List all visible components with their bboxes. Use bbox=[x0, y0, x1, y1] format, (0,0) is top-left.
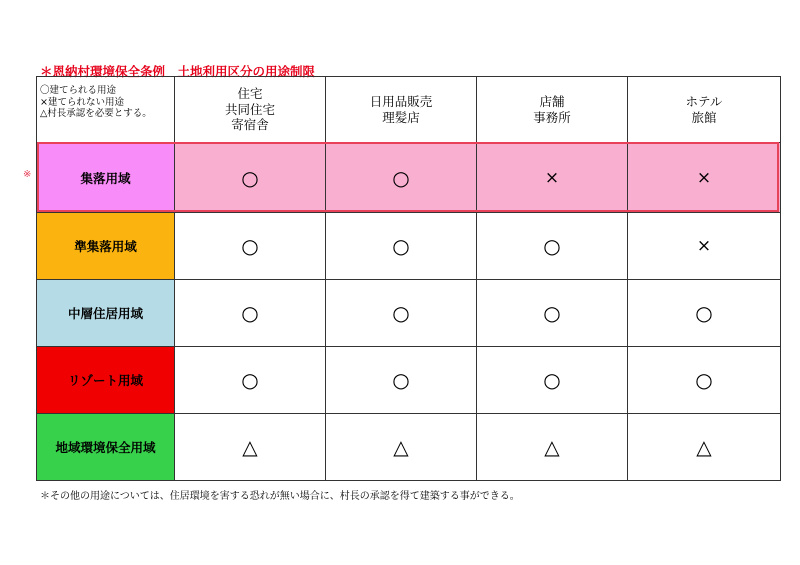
column-header-line: 寄宿舎 bbox=[231, 117, 269, 133]
zone-row bbox=[37, 280, 781, 347]
zone-row bbox=[37, 213, 781, 280]
mark: ○ bbox=[695, 301, 713, 325]
legend-allowed: 〇建てられる用途 bbox=[40, 85, 117, 96]
column-header-line: 旅館 bbox=[691, 109, 717, 125]
mark-cell bbox=[175, 280, 326, 347]
column-header-line: 住宅 bbox=[237, 86, 263, 102]
page-title: ＊恩納村環境保全条例 土地利用区分の用途制限 bbox=[40, 64, 316, 79]
mark: △ bbox=[393, 435, 409, 459]
mark: △ bbox=[696, 435, 712, 459]
mark: ○ bbox=[695, 368, 713, 392]
mark: ○ bbox=[543, 368, 561, 392]
mark: ○ bbox=[241, 234, 259, 258]
mark-cell bbox=[326, 414, 477, 481]
mark-cell bbox=[477, 143, 628, 213]
column-header-line: 理髪店 bbox=[382, 109, 420, 125]
column-header-line: 共同住宅 bbox=[224, 101, 275, 117]
footnote: ＊その他の用途については、住居環境を害する恐れが無い場合に、村長の承認を得て建築する事ができる。 bbox=[40, 491, 520, 502]
legend-not-allowed: ×建てられない用途 bbox=[40, 96, 124, 108]
mark: △ bbox=[242, 435, 258, 459]
reference-mark: ※ bbox=[23, 169, 32, 180]
mark: △ bbox=[544, 435, 560, 459]
column-header-retail bbox=[326, 77, 477, 143]
use-restriction-table bbox=[36, 76, 781, 481]
mark: ○ bbox=[392, 301, 410, 325]
mark-cell bbox=[175, 414, 326, 481]
zone-label: 中層住居用域 bbox=[37, 280, 175, 347]
mark: × bbox=[544, 167, 560, 188]
mark-cell bbox=[326, 280, 477, 347]
column-header-hotel bbox=[628, 77, 781, 143]
mark-cell bbox=[628, 213, 781, 280]
zone-label: 準集落用域 bbox=[37, 213, 175, 280]
mark: ○ bbox=[241, 368, 259, 392]
mark: ○ bbox=[392, 234, 410, 258]
column-header-line: 店舗 bbox=[539, 94, 565, 109]
mark: × bbox=[696, 167, 712, 188]
mark-cell bbox=[477, 414, 628, 481]
mark-cell bbox=[175, 213, 326, 280]
zone-label: リゾート用域 bbox=[37, 347, 175, 414]
legend-cell bbox=[37, 77, 175, 143]
mark-cell bbox=[628, 143, 781, 213]
mark: ○ bbox=[543, 234, 561, 258]
column-header-line: 事務所 bbox=[533, 109, 571, 125]
zone-row bbox=[37, 414, 781, 481]
mark-cell bbox=[628, 280, 781, 347]
column-header-shop-office bbox=[477, 77, 628, 143]
mark-cell bbox=[477, 347, 628, 414]
column-header-housing bbox=[175, 77, 326, 143]
mark-cell bbox=[175, 143, 326, 213]
mark-cell bbox=[477, 280, 628, 347]
mark-cell bbox=[477, 213, 628, 280]
mark: ○ bbox=[392, 165, 410, 190]
mark-cell bbox=[628, 414, 781, 481]
header-row bbox=[37, 77, 781, 143]
mark-cell bbox=[326, 347, 477, 414]
mark-cell bbox=[628, 347, 781, 414]
mark: ○ bbox=[543, 301, 561, 325]
zone-label: 集落用域 bbox=[37, 143, 175, 213]
legend-approval: △村長承認を必要とする。 bbox=[40, 108, 152, 119]
mark: ○ bbox=[241, 165, 259, 190]
mark-cell bbox=[175, 347, 326, 414]
mark: × bbox=[696, 236, 712, 256]
zone-row bbox=[37, 143, 781, 213]
mark: ○ bbox=[241, 301, 259, 325]
mark-cell bbox=[326, 213, 477, 280]
zone-label: 地域環境保全用域 bbox=[37, 414, 175, 481]
column-header-line: 日用品販売 bbox=[369, 94, 433, 109]
zone-row bbox=[37, 347, 781, 414]
column-header-line: ホテル bbox=[685, 94, 723, 109]
mark: ○ bbox=[392, 368, 410, 392]
mark-cell bbox=[326, 143, 477, 213]
